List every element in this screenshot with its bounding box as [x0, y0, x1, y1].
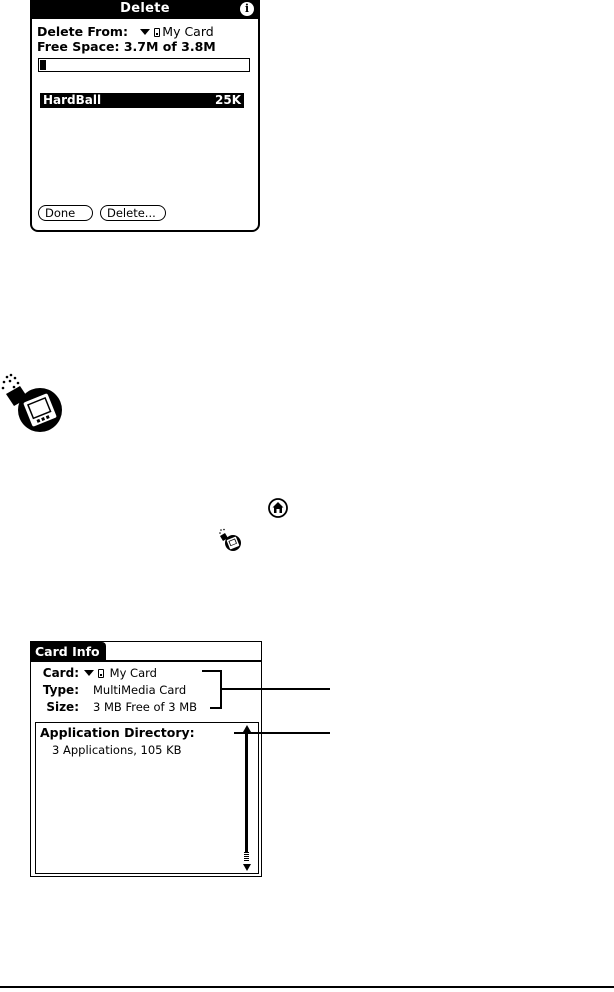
card-glyph-icon	[154, 28, 160, 37]
type-value: MultiMedia Card	[93, 683, 187, 697]
app-size: 25K	[215, 93, 241, 107]
info-icon[interactable]: i	[240, 2, 254, 16]
scroll-up-arrow-icon[interactable]	[243, 725, 251, 732]
footer-rule	[0, 986, 614, 988]
card-tip-small-icon	[218, 528, 242, 552]
size-value: 3 MB Free of 3 MB	[93, 700, 198, 714]
dialog-title: Delete	[120, 1, 170, 16]
card-info-tab: Card Info	[31, 642, 106, 661]
done-button[interactable]: Done	[38, 205, 93, 221]
delete-from-label: Delete From:	[37, 24, 128, 39]
free-space-text: Free Space: 3.7M of 3.8M	[37, 39, 216, 54]
application-directory-panel	[35, 722, 259, 874]
scroll-track[interactable]	[245, 734, 248, 852]
app-list-item[interactable]	[40, 93, 244, 108]
delete-dialog	[30, 0, 260, 232]
card-name: My Card	[162, 24, 214, 39]
card-selector[interactable]	[132, 24, 213, 39]
home-icon	[268, 498, 288, 518]
card-info-screen	[30, 641, 262, 877]
scrollbar[interactable]	[242, 723, 252, 873]
type-label: Type:	[42, 683, 79, 697]
card-value: My Card	[109, 666, 157, 680]
free-space-bar-fill	[40, 60, 46, 70]
card-label: Card:	[42, 666, 79, 680]
card-tip-icon	[0, 372, 66, 434]
dropdown-triangle-icon	[140, 29, 150, 35]
scroll-down-arrow-icon[interactable]	[243, 864, 251, 871]
directory-value: 3 Applications, 105 KB	[52, 743, 182, 757]
scroll-thumb[interactable]	[244, 852, 249, 861]
free-space-bar	[38, 58, 250, 72]
tab-underline	[31, 660, 261, 662]
size-label: Size:	[46, 700, 79, 714]
callout-line	[234, 732, 330, 734]
card-selector[interactable]	[84, 666, 157, 680]
dropdown-triangle-icon	[84, 670, 94, 676]
app-name: HardBall	[43, 93, 102, 107]
delete-from-row	[37, 24, 214, 39]
callout-line	[202, 670, 222, 672]
delete-button[interactable]: Delete...	[100, 205, 166, 221]
directory-label: Application Directory:	[40, 725, 195, 740]
callout-line	[221, 688, 330, 690]
callout-line	[210, 707, 222, 709]
card-glyph-icon	[98, 669, 104, 678]
dialog-titlebar	[30, 0, 260, 19]
